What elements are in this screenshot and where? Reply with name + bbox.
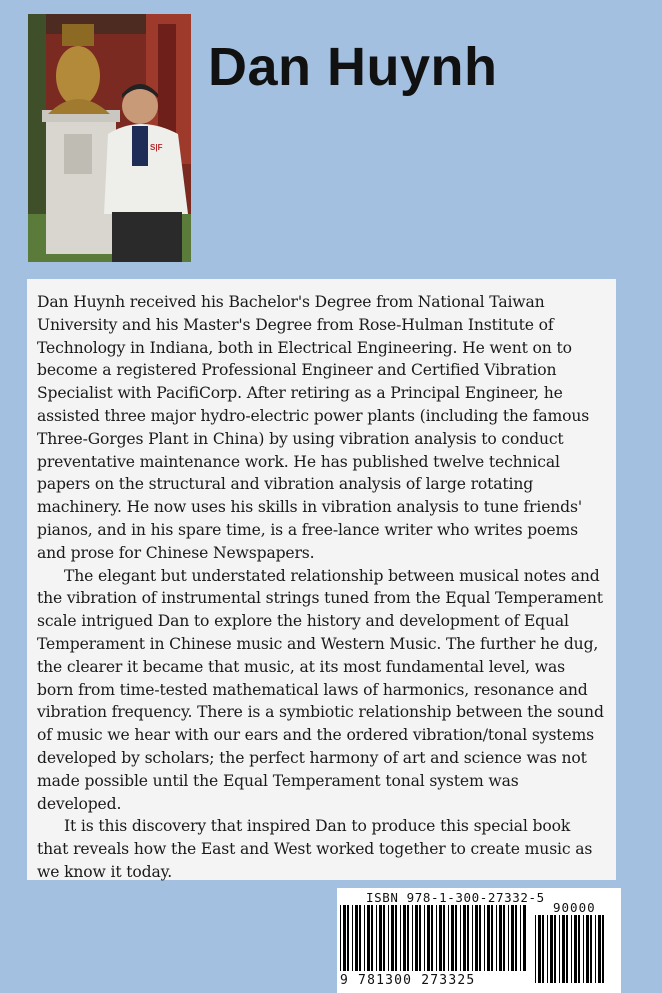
barcode-stripe: [419, 905, 421, 971]
barcode-stripe: [542, 915, 544, 983]
barcode-stripe: [427, 905, 430, 971]
barcode-stripe: [439, 905, 442, 971]
barcode-stripe: [583, 915, 584, 983]
barcode-number: 9 781300 273325: [340, 973, 476, 988]
barcode-stripe: [508, 905, 509, 971]
barcode-stripe: [586, 915, 589, 983]
barcode-stripe: [598, 915, 601, 983]
barcode-stripe: [340, 905, 341, 971]
barcode-stripe: [451, 905, 454, 971]
barcode-stripe: [547, 915, 548, 983]
barcode-stripe: [343, 905, 346, 971]
barcode-stripe: [496, 905, 497, 971]
barcode-stripe: [602, 915, 604, 983]
barcode-stripe: [467, 905, 469, 971]
bio-box: [27, 279, 616, 880]
barcode-stripe: [550, 915, 553, 983]
barcode-stripe: [535, 915, 536, 983]
barcode-stripe: [371, 905, 373, 971]
barcode-stripe: [578, 915, 580, 983]
barcode-stripe: [412, 905, 413, 971]
bio-paragraph-3: It is this discovery that inspired Dan to produce this special book that reveals how the East and West worked together to create music as we know it today.: [37, 817, 593, 881]
barcode-stripe: [523, 905, 526, 971]
barcode-stripe: [503, 905, 505, 971]
barcode-bars: [340, 905, 530, 973]
barcode-stripe: [566, 915, 568, 983]
author-name: Dan Huynh: [208, 37, 498, 97]
barcode-stripe: [562, 915, 565, 983]
barcode-stripe: [431, 905, 433, 971]
barcode-stripe: [511, 905, 514, 971]
barcode-stripe: [448, 905, 449, 971]
barcode-stripe: [460, 905, 461, 971]
barcode-stripe: [595, 915, 596, 983]
price-bars: [535, 915, 607, 985]
price-code: 90000: [553, 900, 596, 915]
barcode-stripe: [538, 915, 541, 983]
barcode-stripe: [379, 905, 382, 971]
barcode-stripe: [571, 915, 572, 983]
barcode-stripe: [376, 905, 377, 971]
barcode-stripe: [455, 905, 457, 971]
author-photo: [28, 14, 191, 262]
barcode-stripe: [391, 905, 394, 971]
barcode-stripe: [388, 905, 389, 971]
isbn-label: ISBN 978-1-300-27332-5: [366, 890, 545, 905]
barcode-stripe: [554, 915, 556, 983]
barcode-stripe: [559, 915, 560, 983]
barcode-stripe: [463, 905, 466, 971]
barcode-stripe: [574, 915, 577, 983]
barcode-stripe: [347, 905, 349, 971]
shirt-logo: S|F: [150, 143, 163, 152]
barcode-stripe: [415, 905, 418, 971]
bio-paragraph-1: Dan Huynh received his Bachelor's Degree from National Taiwan University and his Master's Degree from Rose-Hulman Institute of Technology in Indiana, both in Electrical Engineering. He went on to become a registered Professional Engineer and Certified Vibration Specialist with PacifiCorp. After retiring as a Principal Engineer, he assisted three major hydro-electric power plants (including the famous Three-Gorges Plant in China) by using vibration analysis to conduct preventative maintenance work. He has published twelve technical papers on the structural and vibration analysis of large rotating machinery. He now uses his skills in vibration analysis to tune friends' pianos, and in his spare time, is a free-lance writer who writes poems and prose for Chinese Newspapers.: [37, 293, 590, 562]
barcode-stripe: [364, 905, 365, 971]
barcode-stripe: [484, 905, 485, 971]
barcode-stripe: [499, 905, 502, 971]
barcode-stripe: [355, 905, 358, 971]
barcode-stripe: [407, 905, 409, 971]
barcode-stripe: [515, 905, 517, 971]
barcode-stripe: [520, 905, 521, 971]
barcode-stripe: [475, 905, 478, 971]
barcode-stripe: [436, 905, 437, 971]
barcode-stripe: [487, 905, 490, 971]
barcode-stripe: [491, 905, 493, 971]
barcode-stripe: [443, 905, 445, 971]
barcode-stripe: [479, 905, 481, 971]
barcode-stripe: [367, 905, 370, 971]
barcode-stripe: [424, 905, 425, 971]
barcode-stripe: [400, 905, 401, 971]
barcode-stripe: [359, 905, 361, 971]
barcode-stripe: [403, 905, 406, 971]
barcode-stripe: [590, 915, 592, 983]
barcode-stripe: [352, 905, 353, 971]
barcode-stripe: [472, 905, 473, 971]
barcode-stripe: [395, 905, 397, 971]
bio-paragraph-2: The elegant but understated relationship between musical notes and the vibration of instrumental strings tuned from the Equal Temperament scale intrigued Dan to explore the history and development of Equal Temperament in Chinese music and Western Music. The further he dug, the clearer it became that music, at its most fundamental level, was born from time-tested mathematical laws of harmonics, resonance and vibration frequency. There is a symbiotic relationship between the sound of music we hear with our ears and the ordered vibration/tonal systems developed by scholars; the perfect harmony of art and science was not made possible until the Equal Temperament tonal system was developed.: [37, 566, 604, 813]
barcode-stripe: [383, 905, 385, 971]
